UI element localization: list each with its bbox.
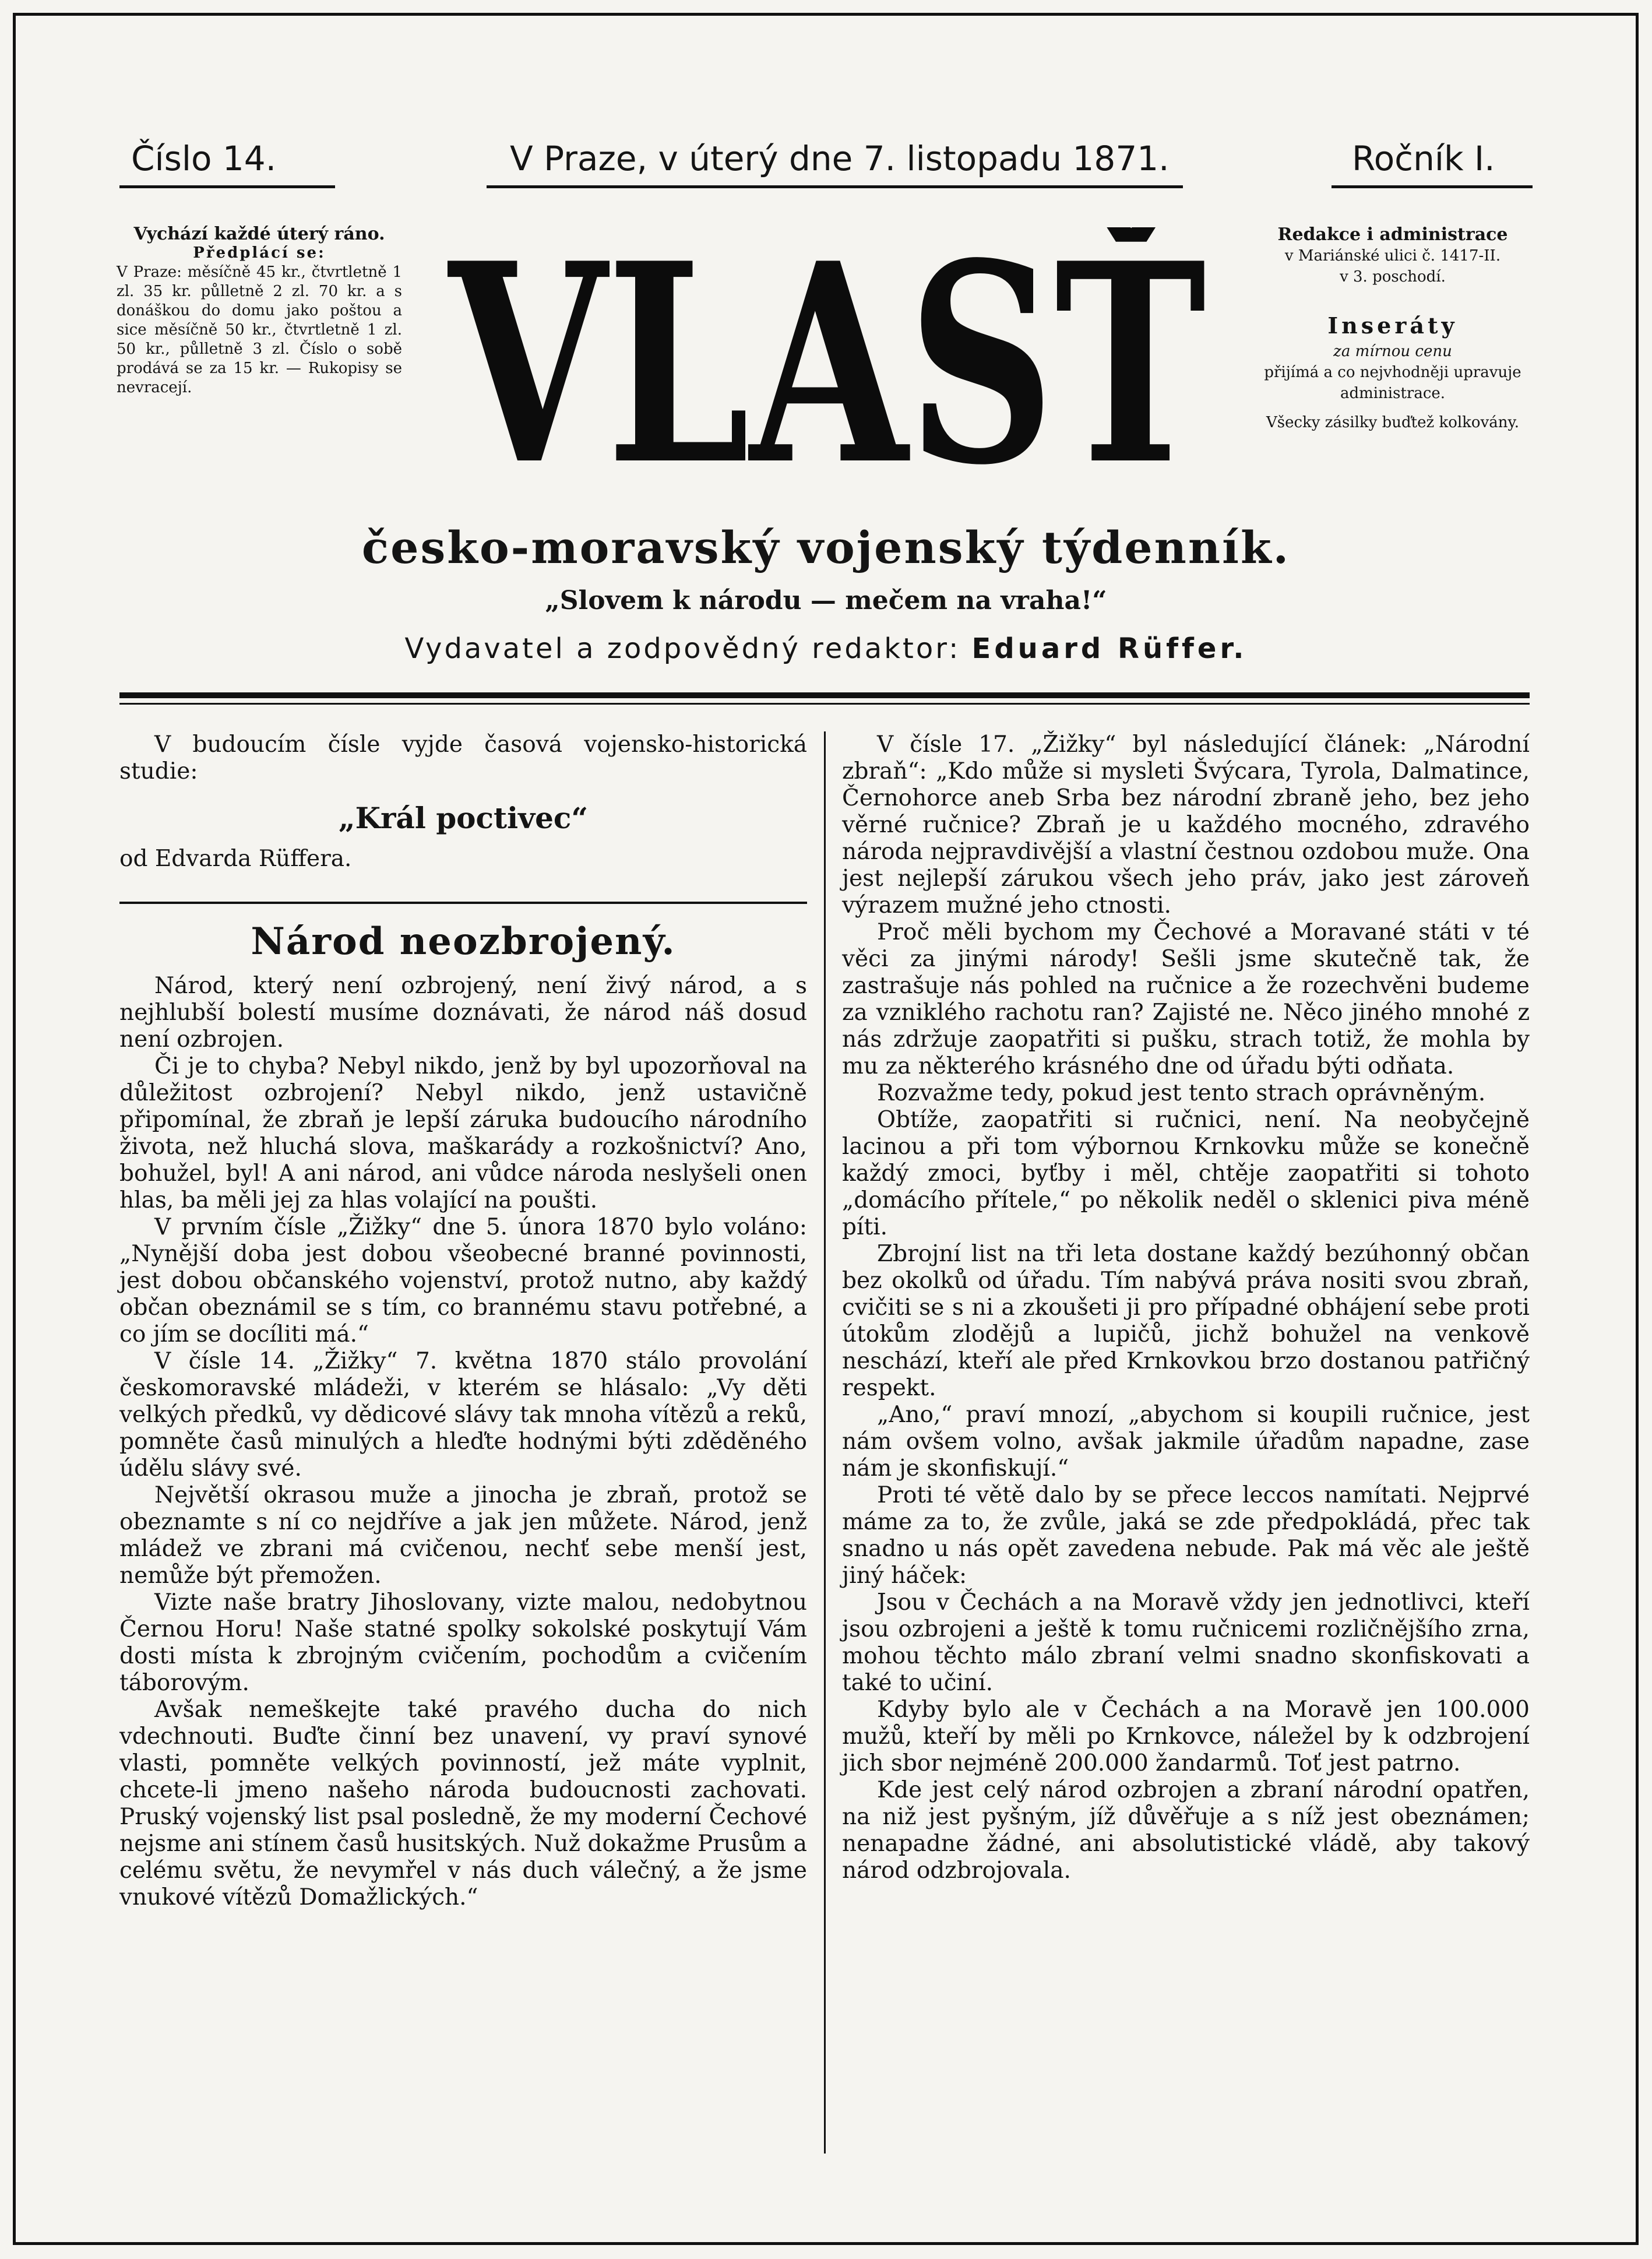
paragraph: Největší okrasou muže a jinocha je zbraň, protož se obeznamte s ní co nejdříve a jak jen můžete. Národ, jenž mládež ve zbrani má cvičenou, nechť sebe menší jest, nemůže být přemožen. <box>119 1482 807 1589</box>
paragraph: Rozvažme tedy, pokud jest tento strach oprávněným. <box>877 1080 1486 1106</box>
left-column <box>119 731 807 1911</box>
announcement-intro: V budoucím čísle vyjde časová vojensko-historická studie: <box>119 731 807 784</box>
paragraph: V čísle 17. „Žižky“ byl následující článek: „Národní zbraň“: „Kdo může si mysleti Švýcara, Tyrola, Dalmatince, Černohorce aneb Srba bez národní zbraně jeho, bez jeho věrné ručnice? Zbraň je u každého mocného, zdravého národa nejpravdivější a vlastní čestnou ozdobou muže. Ona jest nejlepší zárukou všech jeho práv, jako jest zároveň výrazem mužné jeho ctnosti. <box>842 731 1530 919</box>
issue-number: Číslo 14. <box>131 139 277 178</box>
paragraph: V prvním čísle „Žižky“ dne 5. února 1870 bylo voláno: „Nynější doba jest dobou všeobecné branné povinnosti, jest dobou občanského vojenství, protož nutno, aby každý občan obeznámil se s tím, co brannému stavu potřebné, a co jím se docíliti má.“ <box>119 1214 807 1347</box>
header-underline <box>119 185 335 188</box>
subscription-heading: Předplácí se: <box>193 244 326 262</box>
page-border <box>13 2242 1639 2245</box>
header-underline <box>487 185 1183 188</box>
paragraph: Zbrojní list na tři leta dostane každý bezúhonný občan bez okolků od úřadu. Tím nabývá práva nositi svou zbraň, cvičiti se s ni a zkoušeti ji pro případné obhájení sebe proti útokům zlodějů a lupičů, jichž bohužel na venkově neschází, kteří ale před Krnkovkou brzo dostanou patřičný respekt. <box>842 1241 1530 1401</box>
page-border <box>13 13 16 2245</box>
administration-heading: Redakce i administrace <box>1277 224 1508 245</box>
editor-label: Vydavatel a zodpovědný redaktor: <box>404 632 961 665</box>
paragraph: Či je to chyba? Nebyl nikdo, jenž by byl upozorňoval na důležitost ozbrojení? Nebyl nikdo, jenž ustavičně připomínal, že zbraň je lepší záruka budoucího národního života, než hluchá slova, maškarády a rozkošnictví? Ano, bohužel, byl! A ani národ, ani vůdce národa neslyšeli onen hlas, ba měli jej za hlas volající na poušti. <box>119 1053 807 1213</box>
inserts-price: za mírnou cenu <box>1333 343 1452 360</box>
masthead-rule-thin <box>119 703 1530 705</box>
administration-info <box>1247 224 1538 433</box>
motto: „Slovem k národu — mečem na vraha!“ <box>545 586 1107 615</box>
subscription-prices: V Praze: měsíčně 45 kr., čtvrtletně 1 zl. 35 kr. půlletně 2 zl. 70 kr. a s donáškou do domu jako poštou a sice měsíčně 50 kr., čtvrtletně 1 zl. 50 kr., půlletně 3 zl. Číslo o sobě prodává se za 15 kr. — Rukopisy se nevracejí. <box>117 263 402 396</box>
stamped-notice: Všecky zásilky buďtež kolkovány. <box>1266 414 1520 431</box>
dateline: V Praze, v úterý dne 7. listopadu 1871. <box>510 139 1170 178</box>
subscription-info <box>117 224 402 397</box>
volume-number: Ročník I. <box>1352 139 1495 178</box>
right-column <box>842 731 1530 1884</box>
masthead-rule <box>119 692 1530 698</box>
paragraph: Avšak nemeškejte také pravého ducha do nich vdechnouti. Buďte činní bez unavení, vy praví synové vlasti, pomněte velkých povinností, jež máte vyplnit, chcete-li jmeno našeho národa budoucnosti zachovati. Pruský vojenský list psal posledně, že my moderní Čechové nejsme ani stínem časů husitských. Nuž dokažme Prusům a celému světu, že nevymřel v nás duch válečný, a že jsme vnukové vítězů Domažlických.“ <box>119 1697 807 1910</box>
editor-line <box>0 632 1652 665</box>
paragraph: Obtíže, zaopatřiti si ručnici, není. Na neobyčejně lacinou a při tom výbornou Krnkovku může se konečně každý zmoci, byťby i měl, chtěje zaopatřiti si tohoto „domácího přítele,“ po několik neděl o sklenici piva méně píti. <box>842 1107 1530 1240</box>
page-border <box>13 13 1639 16</box>
paragraph: Proti té větě dalo by se přece leccos namítati. Nejprvé máme za to, že zvůle, jaká se zde předpokládá, přec tak snadno u nás opět zavedena nebude. Pak má věc ale ještě jiný háček: <box>842 1482 1530 1589</box>
paragraph: Kdyby bylo ale v Čechách a na Moravě jen 100.000 mužů, kteří by měli po Krnkovce, náležel by k odzbrojení jich sbor nejméně 200.000 žandarmů. Toť jest patrno. <box>842 1697 1530 1776</box>
page-border <box>1636 13 1639 2245</box>
announcement <box>119 731 807 872</box>
column-divider <box>824 731 826 2154</box>
paragraph: Národ, který není ozbrojený, není živý národ, a s nejhlubší bolestí musíme doznávati, že národ náš dosud není ozbrojen. <box>119 973 807 1053</box>
header-underline <box>1332 185 1533 188</box>
paragraph: V čísle 14. „Žižky“ 7. května 1870 stálo provolání českomoravské mládeži, v kterém se hlásalo: „Vy děti velkých předků, vy dědicové slávy tak mnoha vítězů a reků, pomněte časů minulých a hleďte hodnými býti zděděného údělu slávy své. <box>119 1348 807 1482</box>
masthead-title <box>431 227 1224 478</box>
paragraph: Vizte naše bratry Jihoslovany, vizte malou, nedobytnou Černou Horu! Naše statné spolky sokolské poskytují Vám dosti místa k zbrojným cvičením, pochodům a cvičením táborovým. <box>119 1589 807 1696</box>
administration-floor: v 3. poschodí. <box>1340 268 1446 286</box>
paragraph: „Ano,“ praví mnozí, „abychom si koupili ručnice, jest nám ovšem volno, avšak jakmile úřadům napadne, zase nám je skonfiskují.“ <box>842 1402 1530 1482</box>
inserts-text: přijímá a co nejvhodněji upravuje administrace. <box>1264 364 1521 402</box>
paragraph: Proč měli bychom my Čechové a Moravané státi v té věci za jinými národy! Sešli jsme skutečně tak, že zastrašuje nás pohled na ručnice a že rozechvěni budeme za vzniklého rachotu ran? Zajisté ne. Něco jiného mnohé z nás zdržuje zaopatřiti si pušku, strach totiž, že mohla by mu za některého krásného dne od úřadu býti odňata. <box>842 919 1530 1079</box>
administration-address: v Mariánské ulici č. 1417-II. <box>1284 247 1501 265</box>
paragraph: Jsou v Čechách a na Moravě vždy jen jednotlivci, kteří jsou ozbrojeni a ještě k tomu ručnicemi rozličnějšího zrna, mohou těchto málo zbraní velmi snadno skonfiskovati a také to učiní. <box>842 1589 1530 1696</box>
inserts-heading: Inseráty <box>1327 312 1458 339</box>
editor-name: Eduard Rüffer. <box>971 632 1248 665</box>
announcement-title: „Král poctivec“ <box>338 801 589 835</box>
paragraph: Kde jest celý národ ozbrojen a zbraní národní opatřen, na niž jest pyšným, jíž důvěřuje a s níž jest obeznámen; nenapadne žádné, ani absolutistické vládě, aby takový národ odzbrojovala. <box>842 1777 1530 1884</box>
announcement-author: od Edvarda Rüffera. <box>119 846 352 872</box>
publication-schedule: Vychází každé úterý ráno. <box>133 224 385 244</box>
section-rule <box>119 902 807 904</box>
subtitle: česko-moravský vojenský týdenník. <box>361 522 1291 573</box>
article-title: Národ neozbrojený. <box>251 920 676 963</box>
masthead-text: VLASŤ <box>445 227 1206 478</box>
